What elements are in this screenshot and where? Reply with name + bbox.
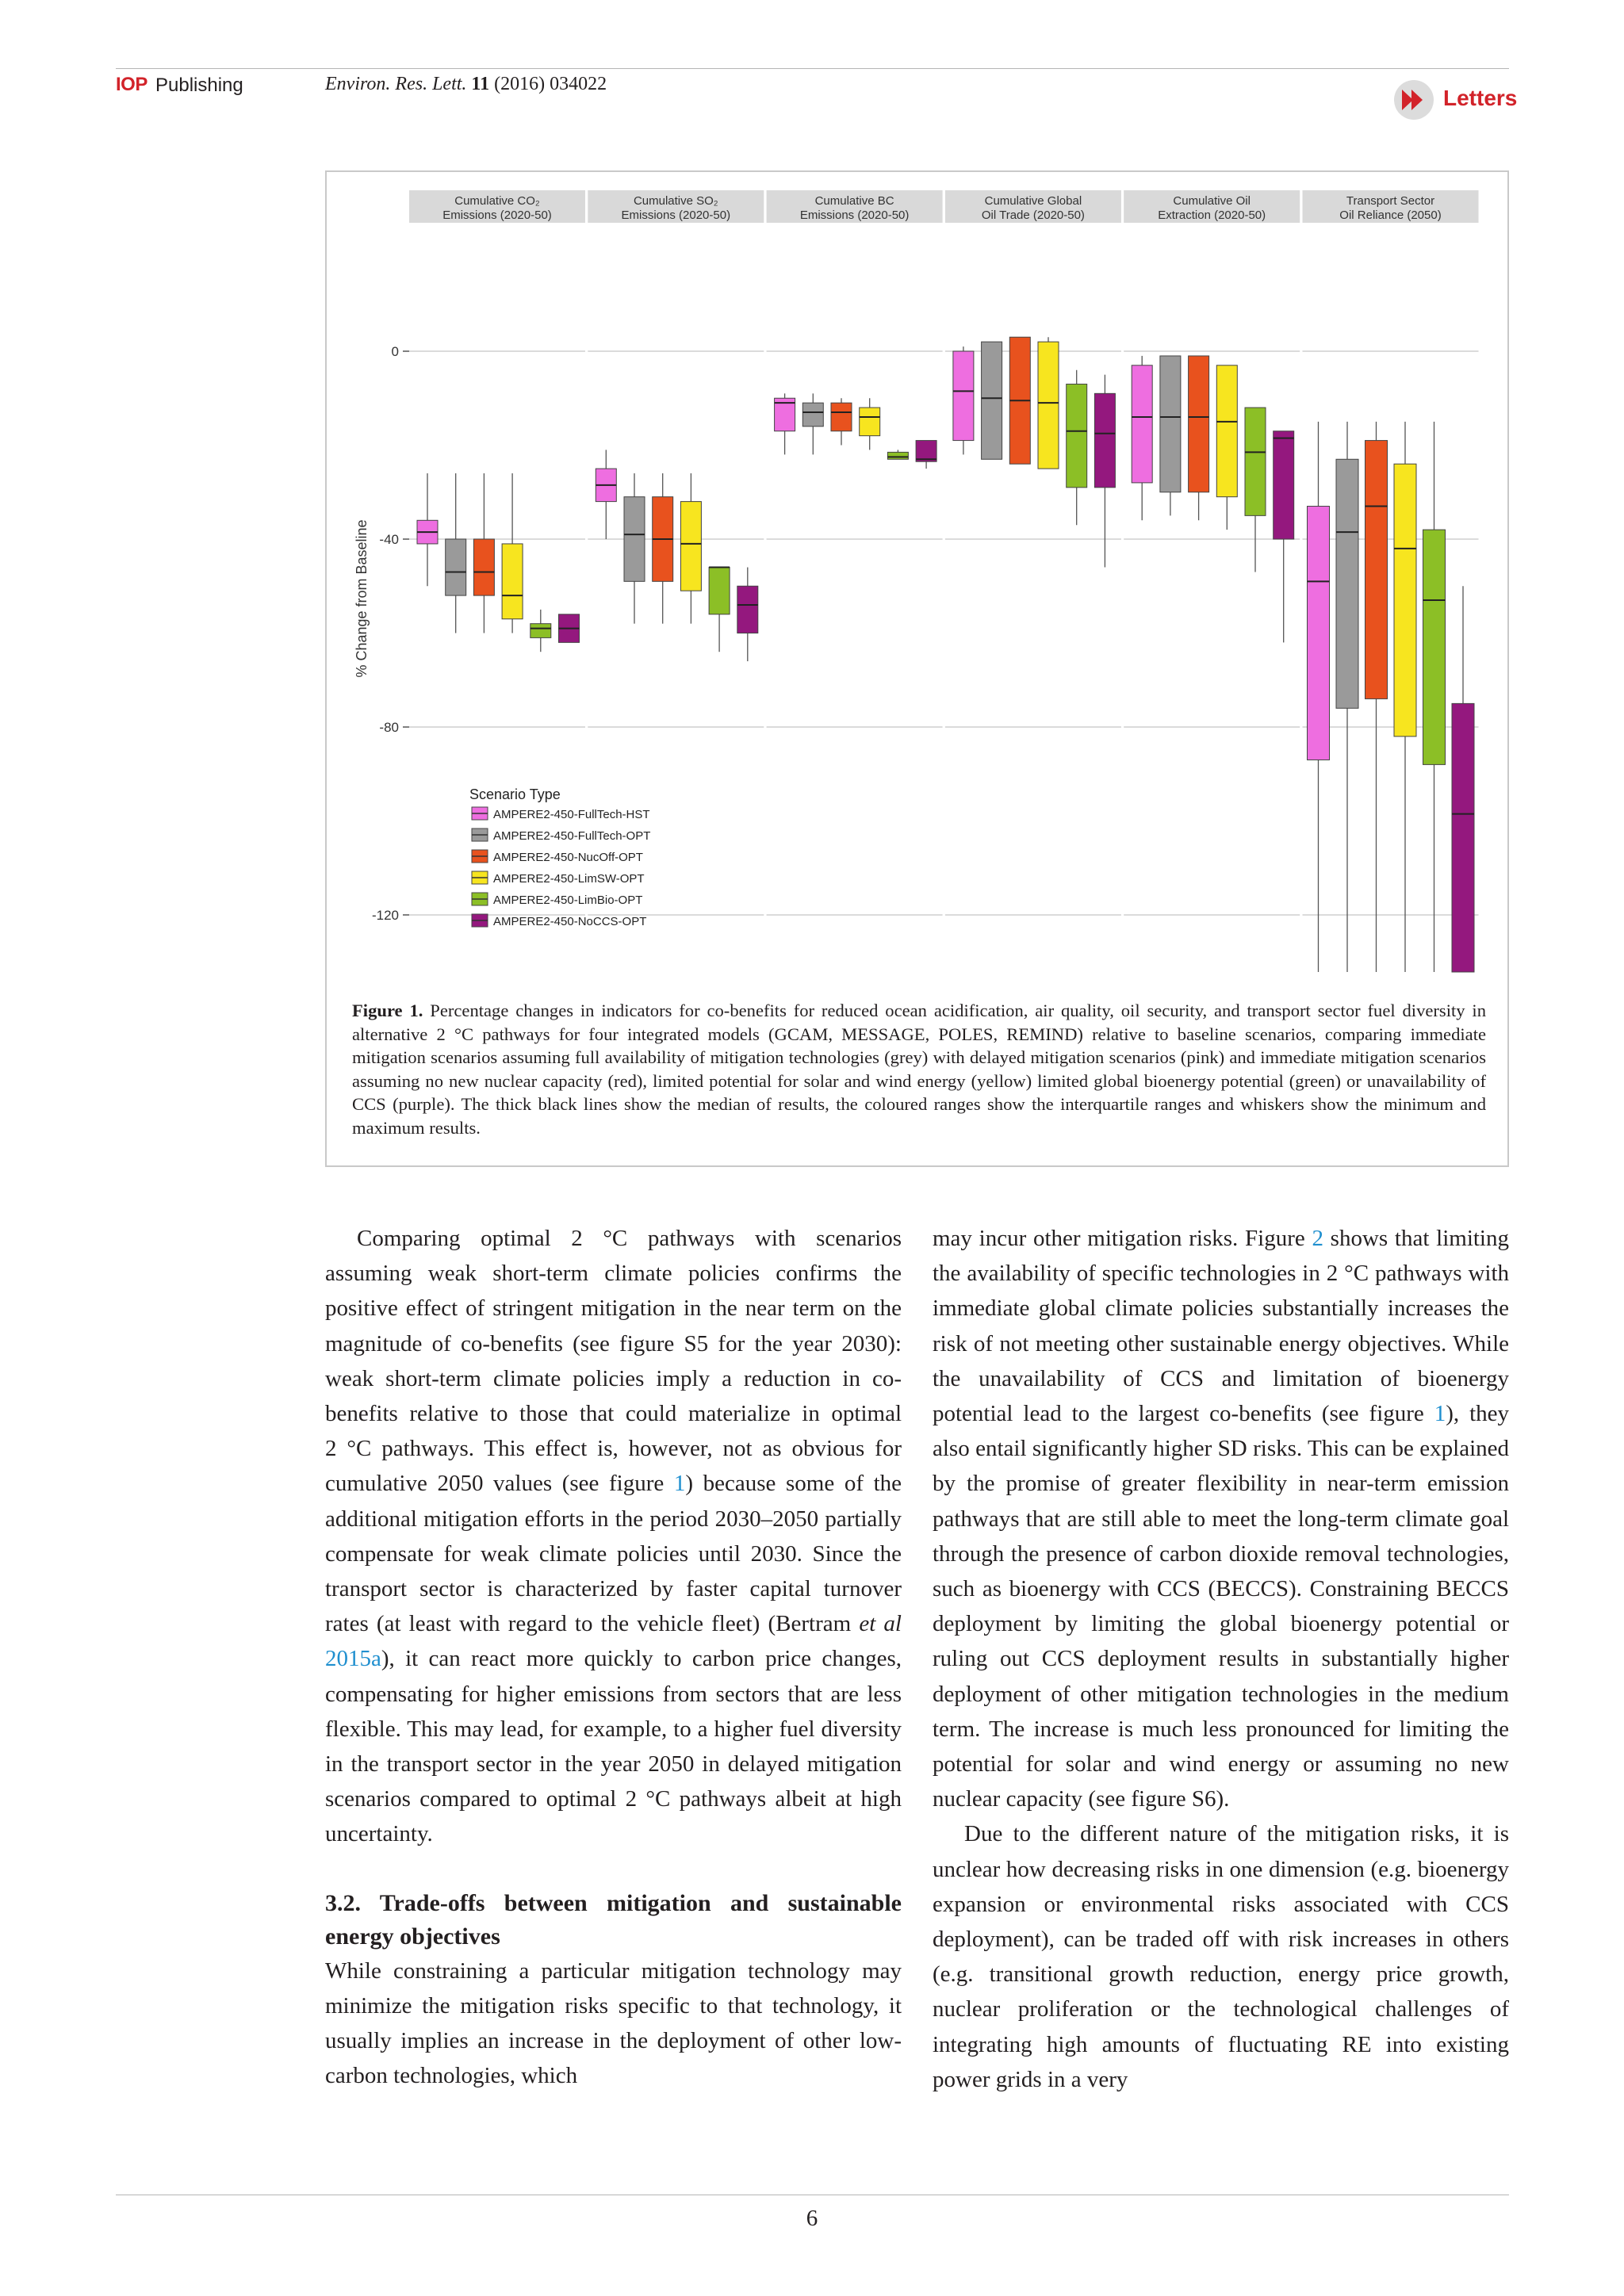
box [473, 539, 494, 595]
body-column-left [325, 1221, 902, 2093]
panel-header-label: Cumulative Global [984, 194, 1082, 208]
box [1274, 431, 1294, 539]
citation-link[interactable]: 2015a [325, 1646, 381, 1672]
box [953, 351, 974, 441]
panel-header-label: Emissions (2020-50) [621, 209, 731, 222]
text-run: shows that limiting the availability of specific technologies in 2 °C pathways with immediate global climate policies substantially increases the risk of not meeting other sustainable energy objectives. While the unavailability of CCS and limitation of bioenergy potential lead to the largest co-benefits (see figure [933, 1226, 1509, 1427]
box [1094, 393, 1115, 488]
publisher-name: Publishing [155, 75, 243, 96]
figure-link[interactable]: 2 [1312, 1226, 1323, 1251]
page-number: 6 [806, 2206, 818, 2231]
y-axis-label: % Change from Baseline [354, 519, 370, 678]
legend-entry: AMPERE2-450-LimSW-OPT [493, 872, 645, 886]
box [502, 544, 523, 619]
box [530, 624, 551, 638]
panel-header-label: Cumulative CO₂ [454, 194, 540, 208]
y-tick-label: 0 [391, 344, 399, 359]
text-run: may incur other mitigation risks. Figure [933, 1226, 1312, 1251]
box [737, 586, 758, 633]
panel-header-label: Extraction (2020-50) [1158, 209, 1266, 222]
legend-entry: AMPERE2-450-NoCCS-OPT [493, 915, 647, 928]
text-run: et al [859, 1611, 902, 1637]
article-type-label: Letters [1443, 86, 1518, 110]
box [831, 403, 852, 431]
panel-header-label: Oil Reliance (2050) [1339, 209, 1442, 222]
box [1423, 530, 1446, 764]
iop-logo: IOP [116, 74, 147, 95]
y-tick-label: -40 [379, 532, 399, 547]
panel-header-label: Cumulative SO₂ [633, 194, 718, 208]
paragraph [325, 1221, 902, 1852]
box [446, 539, 466, 595]
box [860, 408, 880, 436]
box [1336, 459, 1358, 708]
text-run: ), they also entail significantly higher SD risks. This can be explained by the promise of greater flexibility in near-term emission pathways that are still able to meet the long-term climate goal through the presence of carbon dioxide removal technologies, such as bioenergy with CCS (BECCS). Constraining BECCS deployment by limiting the global bioenergy potential or ruling out CCS deployment results in substantially higher deployment of other mitigation technologies in the medium term. The increase is much less pronounced for limiting the potential for solar and wind energy or assuming no new nuclear capacity (see figure S6). [933, 1401, 1509, 1812]
y-tick-label: -80 [379, 720, 399, 735]
journal-year-article: (2016) 034022 [494, 74, 607, 94]
legend-entry: AMPERE2-450-FullTech-HST [493, 808, 650, 821]
box [709, 568, 730, 614]
panel-header-label: Emissions (2020-50) [799, 209, 910, 222]
box [1067, 384, 1087, 487]
box [1189, 356, 1209, 492]
journal-name: Environ. Res. Lett. [325, 74, 467, 94]
y-tick-label: -120 [371, 908, 399, 923]
boxplot-chart [0, 0, 1624, 1031]
box [982, 342, 1002, 459]
legend-entry: AMPERE2-450-NucOff-OPT [493, 851, 643, 864]
paragraph [933, 1221, 1509, 1816]
panel-header-label: Transport Sector [1346, 194, 1435, 208]
figure-link[interactable]: 1 [673, 1471, 686, 1497]
section-heading: 3.2. Trade-offs between mitigation and sustainable energy objectives [325, 1889, 902, 1950]
box [680, 502, 701, 591]
panel-header-label: Cumulative Oil [1173, 194, 1251, 208]
box [1216, 365, 1237, 497]
caption-text: Percentage changes in indicators for co-benefits for reduced ocean acidification, air quality, oil security, and transport sector fuel diversity in alternative 2 °C pathways for four integrated models (GCAM, MESSAGE, POLES, REMIND) relative to baseline scenarios, comparing immediate mitigation scenarios assuming full availability of mitigation technologies (grey) with delayed mitigation scenarios (pink) and immediate mitigation scenarios assuming no new nuclear capacity (red), limited potential for solar and wind energy (yellow) limited global bioenergy potential (green) or unavailability of CCS (purple). The thick black lines show the median of results, the coloured ranges show the interquartile ranges and whiskers show the minimum and maximum results. [352, 1001, 1487, 1138]
box [887, 452, 908, 459]
panel-header-label: Oil Trade (2020-50) [981, 209, 1085, 222]
paragraph: Due to the different nature of the mitigation risks, it is unclear how decreasing risks in one dimension (e.g. bioenergy expansion or environmental risks associated with CCS deployment), can be traded off with risk increases in others (e.g. transitional growth reduction, energy price growth, nuclear proliferation or the technological challenges of integrating high amounts of fluctuating RE into existing power grids in a very [933, 1821, 1509, 2092]
text-run: ), it can react more quickly to carbon price changes, compensating for higher emissions from sectors that are less flexible. This may lead, for example, to a higher fuel diversity in the transport sector in the year 2050 in delayed mitigation scenarios compared to optimal 2 °C pathways albeit at high uncertainty. [325, 1646, 902, 1847]
figure-caption [352, 999, 1486, 1139]
paragraph: While constraining a particular mitigation technology may minimize the mitigation risks specific to that technology, it usually implies an increase in the deployment of other low-carbon technologies, which [325, 1957, 902, 2089]
legend-title: Scenario Type [469, 786, 561, 802]
box [624, 497, 645, 582]
text-run: ) because some of the additional mitigation efforts in the period 2030–2050 partially compensate for weak climate policies until 2030. Since the transport sector is characterized by faster capital turnover rates (at least with regard to the vehicle fleet) (Bertram [325, 1471, 902, 1637]
caption-label: Figure 1. [352, 1001, 423, 1020]
box [1308, 507, 1330, 760]
text-run: Comparing optimal 2 °C pathways with scenarios assuming weak short-term climate policies confirms the positive effect of stringent mitigation in the near term on the magnitude of co-benefits (see figure S5 for the year 2030): weak short-term climate policies imply a reduction in co-benefits relative to those that could materialize in optimal 2 °C pathways. This effect is, however, not as obvious for cumulative 2050 values (see figure [325, 1226, 902, 1497]
legend-entry: AMPERE2-450-LimBio-OPT [493, 894, 643, 907]
legend-entry: AMPERE2-450-FullTech-OPT [493, 829, 651, 843]
box [1132, 365, 1152, 483]
box [1365, 441, 1388, 699]
box [916, 441, 936, 462]
panel-header-label: Emissions (2020-50) [442, 209, 552, 222]
box [1394, 464, 1416, 737]
box [802, 403, 823, 427]
box [1038, 342, 1059, 469]
panel-header-label: Cumulative BC [814, 194, 894, 208]
box [1245, 408, 1266, 515]
journal-volume: 11 [471, 74, 490, 94]
body-column-right [933, 1221, 1509, 2097]
figure-link[interactable]: 1 [1434, 1401, 1446, 1427]
box [1160, 356, 1181, 492]
box [1452, 703, 1474, 972]
